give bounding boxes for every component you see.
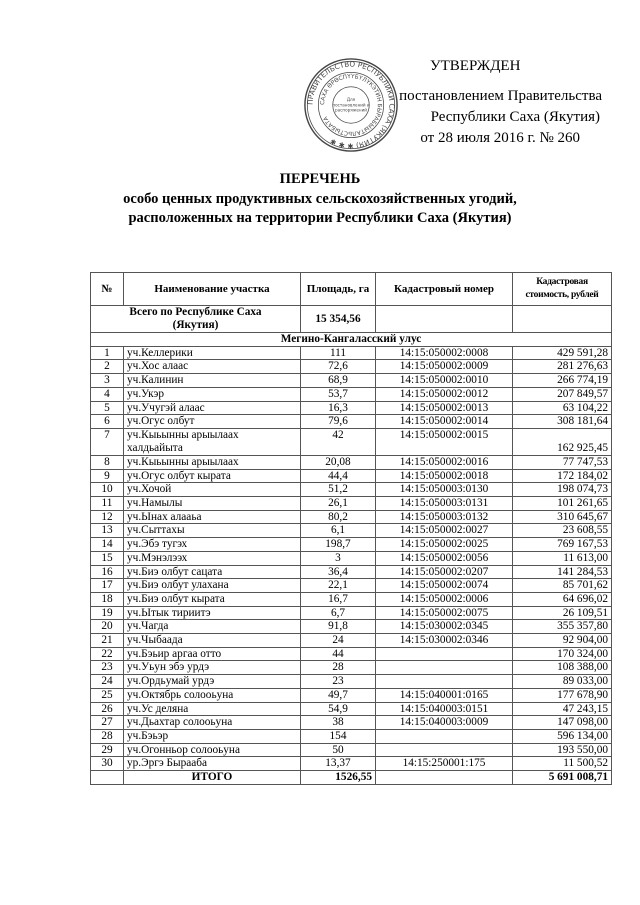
plot-area: 111 <box>301 346 376 360</box>
cadastral-cost: 77 747,53 <box>513 455 612 469</box>
plot-name: уч.Келлерики <box>124 346 301 360</box>
plot-name: уч.Укэр <box>124 387 301 401</box>
plot-name: уч.Октябрь солооьуна <box>124 688 301 702</box>
cadastral-number <box>376 675 513 689</box>
cadastral-number: 14:15:040003:0151 <box>376 702 513 716</box>
row-number: 24 <box>91 675 124 689</box>
cadastral-cost: 89 033,00 <box>513 675 612 689</box>
plot-area: 50 <box>301 743 376 757</box>
cadastral-number: 14:15:050002:0006 <box>376 592 513 606</box>
row-number: 21 <box>91 634 124 648</box>
cadastral-cost: 92 904,00 <box>513 634 612 648</box>
cadastral-number: 14:15:050003:0132 <box>376 510 513 524</box>
table-row <box>91 729 612 743</box>
cadastral-cost: 108 388,00 <box>513 661 612 675</box>
document-subtitle-2: расположенных на территории Республики Саха (Якутия) <box>128 210 512 226</box>
table-row <box>91 510 612 524</box>
plot-name: уч.Биэ олбут кырата <box>124 592 301 606</box>
plot-area: 198,7 <box>301 538 376 552</box>
table-row <box>91 592 612 606</box>
grand-total-label: ИТОГО <box>124 771 301 785</box>
table-row <box>91 415 612 429</box>
row-number: 25 <box>91 688 124 702</box>
plot-area: 3 <box>301 551 376 565</box>
empty-cell <box>513 306 612 333</box>
approval-line-3: от 28 июля 2016 г. № 260 <box>420 130 580 146</box>
cadastral-number: 14:15:050002:0016 <box>376 455 513 469</box>
table-row <box>91 579 612 593</box>
cadastral-number: 14:15:030002:0345 <box>376 620 513 634</box>
table-row <box>91 675 612 689</box>
svg-text:САХА ӨРӨСПҮҮБҮЛҮКЭТИН БЫРАБЫЫТ: САХА ӨРӨСПҮҮБҮЛҮКЭТИН БЫРАБЫЫТАЛЬСТЫБАТА <box>320 74 382 136</box>
cadastral-number <box>376 743 513 757</box>
row-number: 7 <box>91 428 124 455</box>
plot-name: уч.Сыттахы <box>124 524 301 538</box>
table-row <box>91 565 612 579</box>
table-row <box>91 661 612 675</box>
cadastral-number: 14:15:050002:0014 <box>376 415 513 429</box>
cadastral-number: 14:15:050002:0013 <box>376 401 513 415</box>
republic-total-label: Всего по Республике Саха (Якутия) <box>91 306 301 333</box>
cadastral-cost: 429 591,28 <box>513 346 612 360</box>
cadastral-number: 14:15:050002:0012 <box>376 387 513 401</box>
cadastral-cost: 266 774,19 <box>513 374 612 388</box>
plot-area: 72,6 <box>301 360 376 374</box>
plot-area: 91,8 <box>301 620 376 634</box>
plot-area: 13,37 <box>301 757 376 771</box>
approval-line-1: постановлением Правительства <box>399 88 602 104</box>
plot-name: уч.Уьун эбэ урдэ <box>124 661 301 675</box>
row-number: 19 <box>91 606 124 620</box>
cadastral-cost: 177 678,90 <box>513 688 612 702</box>
grand-total-row <box>91 771 612 785</box>
row-number: 20 <box>91 620 124 634</box>
row-number: 11 <box>91 497 124 511</box>
cadastral-cost: 64 696,02 <box>513 592 612 606</box>
table-row <box>91 620 612 634</box>
plot-name: уч.Бэьир аргаа отто <box>124 647 301 661</box>
cadastral-cost: 310 645,67 <box>513 510 612 524</box>
header-cadastral: Кадастровый номер <box>376 273 513 306</box>
land-list-table <box>90 272 612 785</box>
table-row <box>91 455 612 469</box>
cadastral-number <box>376 647 513 661</box>
plot-name: уч.Огонньор солооьуна <box>124 743 301 757</box>
row-number: 17 <box>91 579 124 593</box>
cadastral-cost: 308 181,64 <box>513 415 612 429</box>
plot-area: 49,7 <box>301 688 376 702</box>
row-number: 27 <box>91 716 124 730</box>
plot-name: уч.Намылы <box>124 497 301 511</box>
cadastral-cost: 11 613,00 <box>513 551 612 565</box>
cadastral-cost: 11 500,52 <box>513 757 612 771</box>
plot-name: уч.Кыьынны арыылаах <box>124 455 301 469</box>
cadastral-cost: 281 276,63 <box>513 360 612 374</box>
cadastral-cost: 85 701,62 <box>513 579 612 593</box>
cadastral-number: 14:15:050002:0018 <box>376 469 513 483</box>
cadastral-cost: 198 074,73 <box>513 483 612 497</box>
approval-title: УТВЕРЖДЕН <box>430 58 521 74</box>
svg-text:ПРАВИТЕЛЬСТВО РЕСПУБЛИКИ САХА: ПРАВИТЕЛЬСТВО РЕСПУБЛИКИ САХА (ЯКУТИЯ) ✱ ✱ ✱ <box>305 59 397 151</box>
table-row <box>91 374 612 388</box>
cadastral-cost: 147 098,00 <box>513 716 612 730</box>
plot-name: уч.Огус олбут кырата <box>124 469 301 483</box>
cadastral-number: 14:15:250001:175 <box>376 757 513 771</box>
plot-name: уч.Хос алаас <box>124 360 301 374</box>
row-number: 6 <box>91 415 124 429</box>
table-row <box>91 702 612 716</box>
table-row <box>91 469 612 483</box>
cadastral-cost: 172 184,02 <box>513 469 612 483</box>
header-area: Площадь, га <box>301 273 376 306</box>
table-row <box>91 346 612 360</box>
table-header-row <box>91 273 612 306</box>
plot-area: 79,6 <box>301 415 376 429</box>
row-number: 13 <box>91 524 124 538</box>
row-number: 18 <box>91 592 124 606</box>
cadastral-cost: 162 925,45 <box>513 428 612 455</box>
row-number: 3 <box>91 374 124 388</box>
plot-name: уч.Хочой <box>124 483 301 497</box>
cadastral-number: 14:15:050002:0015 <box>376 428 513 455</box>
plot-area: 44,4 <box>301 469 376 483</box>
plot-area: 26,1 <box>301 497 376 511</box>
cadastral-cost: 769 167,53 <box>513 538 612 552</box>
plot-area: 38 <box>301 716 376 730</box>
cadastral-number: 14:15:050002:0008 <box>376 346 513 360</box>
table-row <box>91 716 612 730</box>
table-row <box>91 428 612 455</box>
plot-name: уч.Чагда <box>124 620 301 634</box>
plot-area: 154 <box>301 729 376 743</box>
header-cost: Кадастровая стоимость, рублей <box>513 273 612 306</box>
document-heading: ПЕРЕЧЕНЬ <box>279 171 361 187</box>
row-number: 22 <box>91 647 124 661</box>
cadastral-number: 14:15:050002:0207 <box>376 565 513 579</box>
table-row <box>91 538 612 552</box>
plot-area: 68,9 <box>301 374 376 388</box>
plot-area: 80,2 <box>301 510 376 524</box>
table-row <box>91 688 612 702</box>
cadastral-number: 14:15:050002:0027 <box>376 524 513 538</box>
plot-name: уч.Калинин <box>124 374 301 388</box>
republic-total-area: 15 354,56 <box>301 306 376 333</box>
approval-block <box>300 56 620 149</box>
plot-area: 24 <box>301 634 376 648</box>
cadastral-cost: 47 243,15 <box>513 702 612 716</box>
plot-area: 51,2 <box>301 483 376 497</box>
table-row <box>91 757 612 771</box>
row-number: 10 <box>91 483 124 497</box>
plot-name: уч.Чыбаада <box>124 634 301 648</box>
plot-name: уч.Кыьынны арыылаах халдьайыта <box>124 428 301 455</box>
cadastral-number: 14:15:050003:0131 <box>376 497 513 511</box>
row-number: 15 <box>91 551 124 565</box>
cadastral-number: 14:15:040001:0165 <box>376 688 513 702</box>
cadastral-cost: 141 284,53 <box>513 565 612 579</box>
table-row <box>91 606 612 620</box>
plot-area: 53,7 <box>301 387 376 401</box>
cadastral-cost: 596 134,00 <box>513 729 612 743</box>
plot-name: ур.Эргэ Бырааба <box>124 757 301 771</box>
row-number: 23 <box>91 661 124 675</box>
cadastral-number: 14:15:050002:0010 <box>376 374 513 388</box>
plot-name: уч.Ытык тириитэ <box>124 606 301 620</box>
ulus-name: Мегино-Кангаласский улус <box>91 333 612 347</box>
plot-name: уч.Эбэ тугэх <box>124 538 301 552</box>
plot-area: 42 <box>301 428 376 455</box>
row-number: 12 <box>91 510 124 524</box>
plot-area: 6,7 <box>301 606 376 620</box>
plot-area: 16,3 <box>301 401 376 415</box>
approval-line-2: Республики Саха (Якутия) <box>430 109 600 125</box>
table-row <box>91 401 612 415</box>
cadastral-cost: 207 849,57 <box>513 387 612 401</box>
document-subtitle-1: особо ценных продуктивных сельскохозяйственных угодий, <box>123 191 517 207</box>
row-number: 28 <box>91 729 124 743</box>
cadastral-cost: 193 550,00 <box>513 743 612 757</box>
row-number: 9 <box>91 469 124 483</box>
cadastral-number: 14:15:050002:0056 <box>376 551 513 565</box>
plot-area: 28 <box>301 661 376 675</box>
plot-area: 6,1 <box>301 524 376 538</box>
cadastral-cost: 23 608,55 <box>513 524 612 538</box>
cadastral-cost: 170 324,00 <box>513 647 612 661</box>
cadastral-number: 14:15:050002:0074 <box>376 579 513 593</box>
plot-area: 16,7 <box>301 592 376 606</box>
plot-name: уч.Ордьумай урдэ <box>124 675 301 689</box>
plot-area: 23 <box>301 675 376 689</box>
row-number: 30 <box>91 757 124 771</box>
grand-total-cost: 5 691 008,71 <box>513 771 612 785</box>
table-row <box>91 524 612 538</box>
table-row <box>91 634 612 648</box>
header-num: № <box>91 273 124 306</box>
plot-name: уч.Биэ олбут сацата <box>124 565 301 579</box>
cadastral-cost: 26 109,51 <box>513 606 612 620</box>
row-number: 14 <box>91 538 124 552</box>
empty-cell <box>376 771 513 785</box>
plot-name: уч.Ус деляна <box>124 702 301 716</box>
plot-name: уч.Ынах алааьа <box>124 510 301 524</box>
table-row <box>91 483 612 497</box>
plot-area: 22,1 <box>301 579 376 593</box>
table-row <box>91 647 612 661</box>
plot-name: уч.Дьахтар солооьуна <box>124 716 301 730</box>
plot-area: 44 <box>301 647 376 661</box>
plot-name: уч.Бэьэр <box>124 729 301 743</box>
svg-text:распоряжений: распоряжений <box>335 107 367 113</box>
row-number: 29 <box>91 743 124 757</box>
table-row <box>91 360 612 374</box>
svg-text:Для: Для <box>346 97 356 103</box>
cadastral-number <box>376 661 513 675</box>
svg-text:постановлений и: постановлений и <box>332 102 370 108</box>
plot-name: уч.Биэ олбут улахана <box>124 579 301 593</box>
plot-name: уч.Мэнэлээх <box>124 551 301 565</box>
grand-total-area: 1526,55 <box>301 771 376 785</box>
empty-cell <box>91 771 124 785</box>
table-row <box>91 497 612 511</box>
empty-cell <box>376 306 513 333</box>
cadastral-number <box>376 729 513 743</box>
cadastral-number: 14:15:040003:0009 <box>376 716 513 730</box>
plot-name: уч.Учугэй алаас <box>124 401 301 415</box>
row-number: 2 <box>91 360 124 374</box>
cadastral-cost: 63 104,22 <box>513 401 612 415</box>
header-name: Наименование участка <box>124 273 301 306</box>
republic-total-row <box>91 306 612 333</box>
table-row <box>91 743 612 757</box>
cadastral-number: 14:15:050002:0075 <box>376 606 513 620</box>
cadastral-cost: 101 261,65 <box>513 497 612 511</box>
cadastral-number: 14:15:050003:0130 <box>376 483 513 497</box>
plot-area: 36,4 <box>301 565 376 579</box>
table-row <box>91 551 612 565</box>
cadastral-cost: 355 357,80 <box>513 620 612 634</box>
cadastral-number: 14:15:050002:0009 <box>376 360 513 374</box>
plot-area: 20,08 <box>301 455 376 469</box>
row-number: 16 <box>91 565 124 579</box>
row-number: 4 <box>91 387 124 401</box>
row-number: 1 <box>91 346 124 360</box>
row-number: 8 <box>91 455 124 469</box>
cadastral-number: 14:15:050002:0025 <box>376 538 513 552</box>
table-row <box>91 387 612 401</box>
cadastral-number: 14:15:030002:0346 <box>376 634 513 648</box>
ulus-row <box>91 333 612 347</box>
plot-area: 54,9 <box>301 702 376 716</box>
row-number: 26 <box>91 702 124 716</box>
row-number: 5 <box>91 401 124 415</box>
plot-name: уч.Огус олбут <box>124 415 301 429</box>
